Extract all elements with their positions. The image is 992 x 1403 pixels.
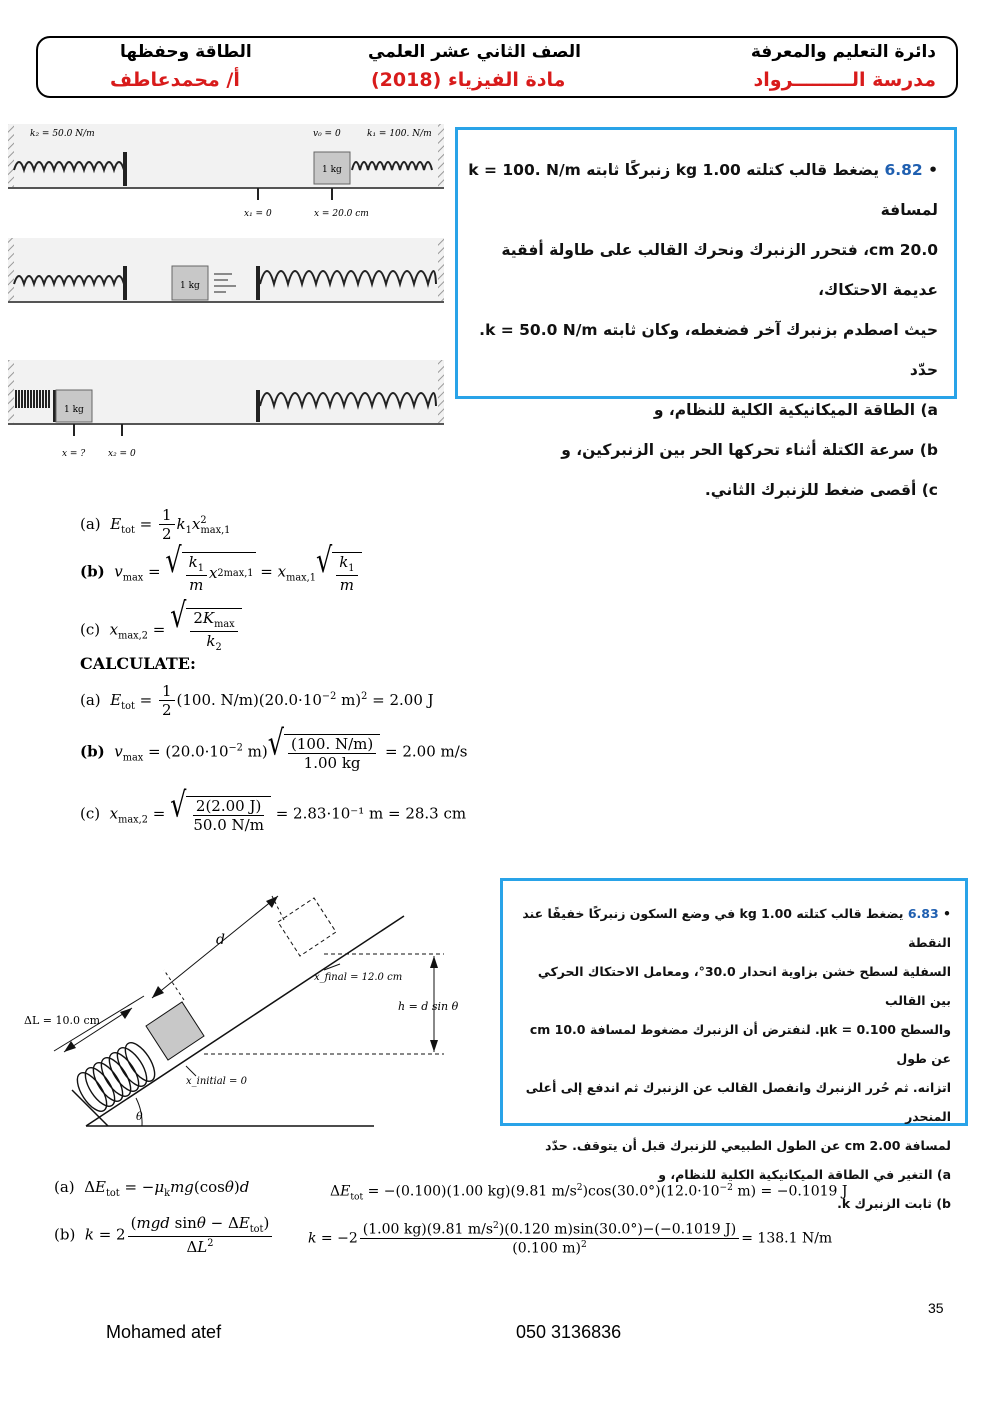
formula-c-xmax2: (c) $x_{max,2}$ = √ $\frac{2K_{max}}{k_2}$ bbox=[80, 608, 242, 653]
calc-683-a: $\Delta E_{tot} = -(0.100)(1.00$ kg)(9.81 $m/s^2)\cos(30.0^\circ)(12.0\cdot 10^{-2}$ m) = −0.1019 J bbox=[330, 1183, 848, 1203]
phone-number: 050 3136836 bbox=[516, 1322, 622, 1342]
school-name: مدرسة الـــــــــرواد bbox=[753, 69, 936, 91]
problem-number: 6.82 bbox=[884, 161, 923, 179]
h-label: h = d sin θ bbox=[398, 1000, 459, 1013]
page-number: 35 bbox=[928, 1300, 944, 1316]
department-name: دائرة التعليم والمعرفة bbox=[750, 42, 936, 62]
year-label: (2018) bbox=[371, 69, 442, 91]
spring-system-figure bbox=[0, 114, 460, 464]
formula-683-b: (b) k = 2 $\frac{(mgd \sin\theta - \Delta E_{tot})}{\Delta L^2}$ bbox=[54, 1216, 274, 1255]
calc-c-xmax2: (c) $x_{max,2}$ = √ $\frac{2(2.00 J)}{50.0 N/m}$ = 2.83·10⁻¹ m = 28.3 cm bbox=[80, 785, 467, 834]
problem-6-82-line-1: • 6.82 يضغط قالب كتلته 1.00 kg زنبركًا ثابته k = 100. N/m لمسافة bbox=[468, 161, 938, 219]
mass-label-3: 1 kg bbox=[64, 405, 84, 415]
problem-6-83-part-b: b) ثابت الزنبرك k. bbox=[837, 1196, 951, 1211]
calc-a-etot: (a) $E_{tot}$ = $\frac{1}{2}$ (100. $N/m)(20.0\cdot 10^{-2}$ m)$^2$ = 2.00 J bbox=[80, 682, 434, 719]
xq-label: x = ? bbox=[62, 449, 86, 459]
problem-6-83-line-1: • 6.83 يضغط قالب كتلته 1.00 kg في وضع السكون زنبركًا خفيفًا عند النقطة bbox=[522, 906, 951, 950]
problem-6-82-line-2: 20.0 cm، فتحرر الزنبرك ونحرك القالب على طاولة أفقية عديمة الاحتكاك، bbox=[501, 241, 938, 299]
problem-6-83-part-a: a) التغير في الطاقة الميكانيكية الكلية للنظام، و bbox=[658, 1167, 951, 1182]
problem-6-82-part-b: b) سرعة الكتلة أثناء تحركها الحر بين الزنبركين، و bbox=[561, 441, 938, 459]
problem-6-83-line-2: السفلية لسطح خشن بزاوية انحدار 30.0°، ومعامل الاحتكاك الحركي بين القالب bbox=[537, 964, 951, 1008]
deltaL-label: ΔL = 10.0 cm bbox=[24, 1014, 101, 1027]
x20-label: x = 20.0 cm bbox=[314, 209, 369, 219]
grade-label: الصف الثاني عشر العلمي bbox=[368, 42, 581, 62]
formula-a-etot: (a) $E_{tot}$ = $\frac{1}{2}$ $k_1x^2_{max,1}$ bbox=[80, 506, 231, 543]
calc-683-b: k = −2 $\frac{(1.00 kg)(9.81 m/s^2)(0.120 m)\sin(30.0^\circ)-(-0.1019 J)}{(0.100 m)^2}$ = 138.1 N/m bbox=[308, 1221, 833, 1257]
theta-label: θ bbox=[136, 1110, 143, 1123]
formula-b-vmax: (b) $v_{max}$ = √ $\frac{k_1}{m}$ x 2 max,1 = $x_{max,1}$ √ $\frac{k_1}{m}$ bbox=[80, 552, 362, 593]
problem-6-82-part-a: a) الطاقة الميكانيكية الكلية للنظام، و bbox=[653, 401, 938, 419]
problem-6-82-part-c: c) أقصى ضغط للزنبرك الثاني. bbox=[704, 481, 938, 499]
calc-b-vmax: (b) $v_{max} = (20.0\cdot 10^{-2}$ m) √ $\frac{(100. N/m)}{1.00 kg}$ = 2.00 m/s bbox=[80, 723, 468, 772]
topic-label: الطاقة وحفظها bbox=[120, 42, 252, 62]
xfinal-label: x_final = 12.0 cm bbox=[314, 972, 403, 983]
author-name: Mohamed atef bbox=[106, 1322, 222, 1342]
calculate-heading: CALCULATE: bbox=[80, 654, 196, 673]
mass-label: 1 kg bbox=[322, 165, 342, 175]
formula-683-a: (a) $\Delta E_{tot} = -\mu_kmg(\cos\theta)d$ bbox=[54, 1178, 250, 1199]
problem-6-82-line-3: حيث اصطدم بزنبرك آخر فضغطه، وكان ثابته k = 50.0 N/m. حدّد bbox=[479, 321, 938, 379]
mass-label-2: 1 kg bbox=[180, 281, 200, 291]
problem-6-82-box bbox=[455, 127, 957, 499]
page-header bbox=[36, 36, 958, 98]
problem-6-83-line-5: لمسافة 2.00 cm عن الطول الطبيعي للزنبرك قبل أن يتوقف. حدّد bbox=[545, 1138, 951, 1153]
k2-label: k₂ = 50.0 N/m bbox=[30, 129, 95, 139]
problem-number-683: 6.83 bbox=[907, 906, 939, 921]
xinitial-label: x_initial = 0 bbox=[186, 1076, 247, 1087]
d-label: d bbox=[216, 932, 225, 948]
x1-label: x₁ = 0 bbox=[244, 209, 272, 219]
incline-figure bbox=[24, 876, 494, 1132]
problem-6-83-line-4: اتزانه. ثم حُرر الزنبرك وانفصل القالب عن الزنبرك ثم اندفع إلى أعلى المنحدر bbox=[525, 1080, 951, 1124]
k1-label: k₁ = 100. N/m bbox=[367, 129, 432, 139]
v0-label: v₀ = 0 bbox=[313, 129, 341, 139]
x2-label: x₂ = 0 bbox=[108, 449, 136, 459]
teacher-name: أ/ محمدعاطف bbox=[110, 69, 240, 91]
subject-label: مادة الفيزياء bbox=[448, 69, 566, 91]
problem-6-83-line-3: والسطح 0.100 = μk. لنفترض أن الزنبرك مضغوط لمسافة 10.0 cm عن طول bbox=[529, 1022, 951, 1066]
